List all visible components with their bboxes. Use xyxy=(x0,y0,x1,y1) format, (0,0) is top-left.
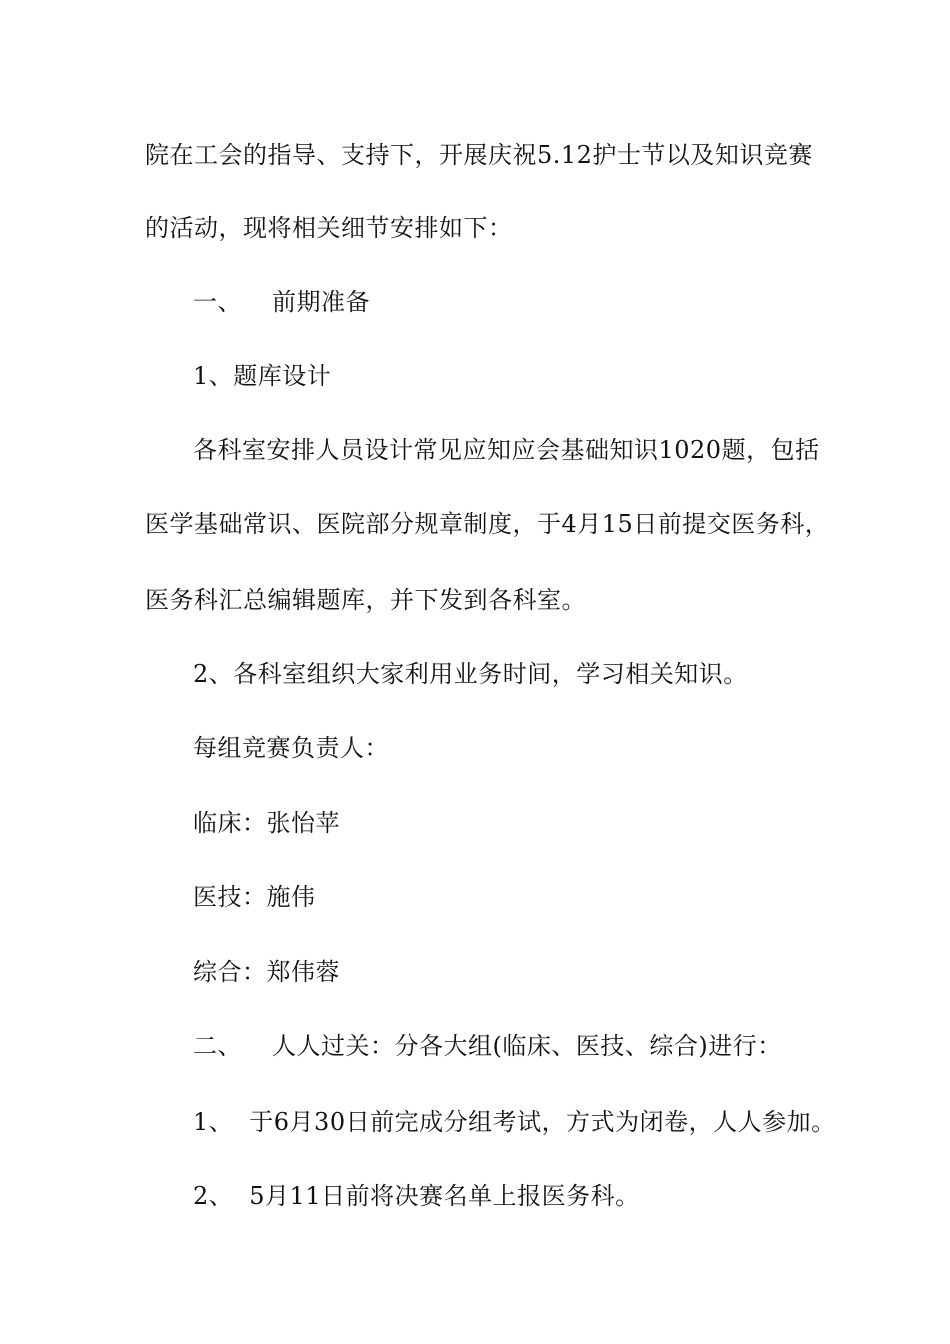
paragraph-bank-line-2: 医学基础常识、医院部分规章制度，于4月15日前提交医务科， xyxy=(145,510,830,538)
paragraph-bank-line-3: 医务科汇总编辑题库，并下发到各科室。 xyxy=(145,586,586,614)
list-number-1: 1、 xyxy=(193,1108,234,1136)
list-item-2 xyxy=(193,1180,893,1212)
paragraph-intro-line-1: 院在工会的指导、支持下，开展庆祝5.12护士节以及知识竞赛 xyxy=(145,141,813,169)
paragraph-study: 2、各科室组织大家利用业务时间，学习相关知识。 xyxy=(193,660,748,688)
list-text-2: 5月11日前将决赛名单上报医务科。 xyxy=(249,1182,640,1210)
paragraph-bank-line-1: 各科室安排人员设计常见应知应会基础知识1020题，包括 xyxy=(193,436,820,464)
paragraph-intro-line-2: 的活动，现将相关细节安排如下： xyxy=(145,214,513,242)
section-heading-2 xyxy=(193,1030,893,1062)
leader-medtech: 医技：施伟 xyxy=(193,883,316,911)
leader-clinical: 临床：张怡苹 xyxy=(193,809,340,837)
leaders-heading: 每组竞赛负责人： xyxy=(193,734,389,762)
list-text-1: 于6月30日前完成分组考试，方式为闭卷，人人参加。 xyxy=(249,1108,836,1136)
section-title-1: 前期准备 xyxy=(272,288,370,316)
section-title-2: 人人过关：分各大组(临床、医技、综合)进行： xyxy=(272,1032,782,1060)
subheading-question-bank: 1、题库设计 xyxy=(193,362,332,390)
leader-general: 综合：郑伟蓉 xyxy=(193,958,340,986)
list-number-2: 2、 xyxy=(193,1182,234,1210)
section-heading-1 xyxy=(193,286,893,318)
list-item-1 xyxy=(193,1106,893,1138)
section-number-1: 一、 xyxy=(193,288,242,316)
section-number-2: 二、 xyxy=(193,1032,242,1060)
